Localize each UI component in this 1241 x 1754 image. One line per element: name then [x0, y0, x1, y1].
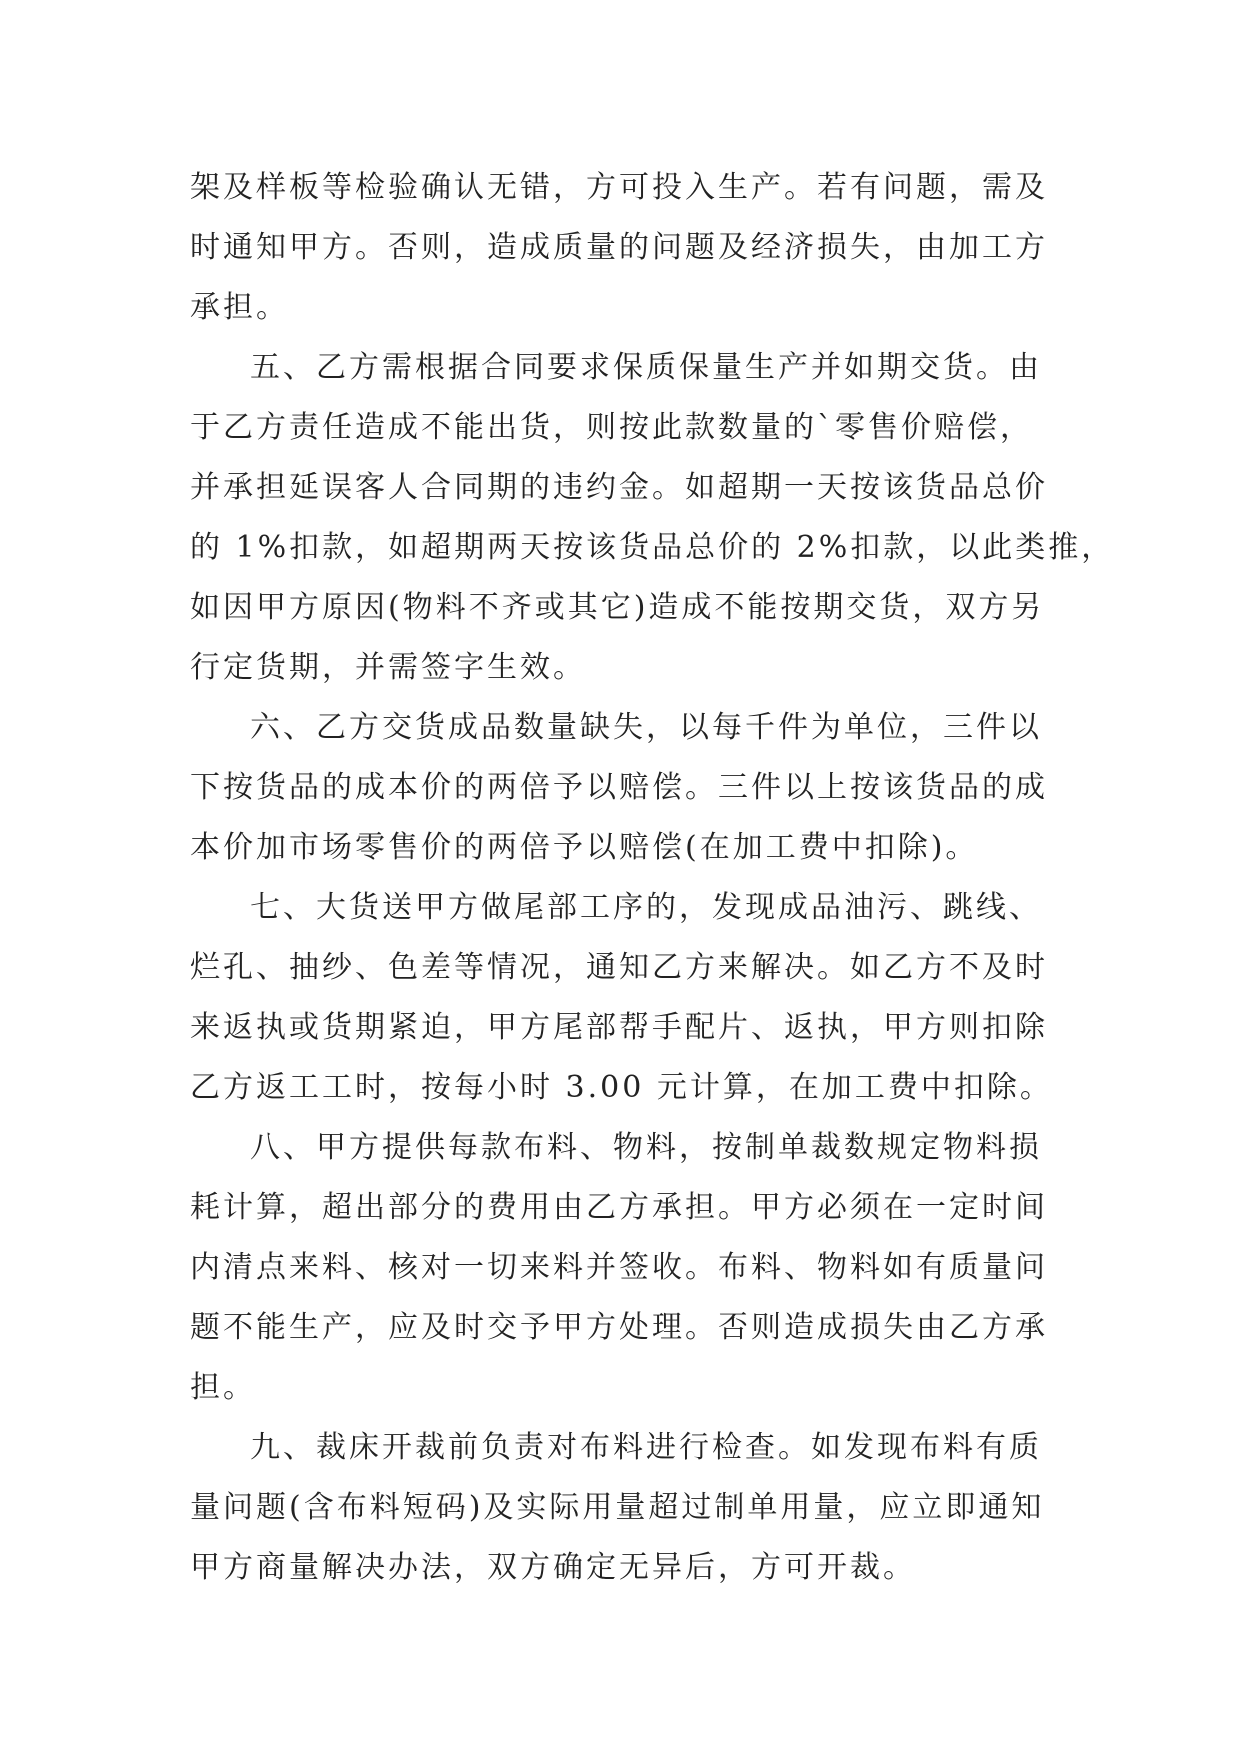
- paragraph-clause-6: [190, 698, 1070, 878]
- text-line: 乙方返工工时，按每小时 3.00 元计算，在加工费中扣除。: [190, 1070, 1053, 1105]
- text-line: 耗计算，超出部分的费用由乙方承担。甲方必须在一定时间: [190, 1190, 1048, 1225]
- text-line: 九、裁床开裁前负责对布料进行检查。如发现布料有质: [250, 1430, 1042, 1465]
- text-line: 六、乙方交货成品数量缺失，以每千件为单位，三件以: [250, 710, 1042, 745]
- text-line: 架及样板等检验确认无错，方可投入生产。若有问题，需及: [190, 170, 1048, 205]
- paragraph-clause-5: [190, 338, 1115, 698]
- paragraph-clause-7: [190, 878, 1070, 1118]
- text-line: 时通知甲方。否则，造成质量的问题及经济损失，由加工方: [190, 230, 1048, 265]
- text-line: 的 1%扣款，如超期两天按该货品总价的 2%扣款，以此类推，: [190, 530, 1115, 565]
- text-line: 题不能生产，应及时交予甲方处理。否则造成损失由乙方承: [190, 1310, 1048, 1345]
- text-line: 来返执或货期紧迫，甲方尾部帮手配片、返执，甲方则扣除: [190, 1010, 1048, 1045]
- text-line: 烂孔、抽纱、色差等情况，通知乙方来解决。如乙方不及时: [190, 950, 1048, 985]
- text-line: 下按货品的成本价的两倍予以赔偿。三件以上按该货品的成: [190, 770, 1048, 805]
- text-line: 担。: [190, 1370, 256, 1405]
- text-line: 甲方商量解决办法，双方确定无异后，方可开裁。: [190, 1550, 916, 1585]
- text-line: 行定货期，并需签字生效。: [190, 650, 586, 685]
- text-line: 并承担延误客人合同期的违约金。如超期一天按该货品总价: [190, 470, 1048, 505]
- text-line: 八、甲方提供每款布料、物料，按制单裁数规定物料损: [250, 1130, 1042, 1165]
- text-line: 内清点来料、核对一切来料并签收。布料、物料如有质量问: [190, 1250, 1048, 1285]
- text-line: 量问题(含布料短码)及实际用量超过制单用量，应立即通知: [190, 1490, 1045, 1525]
- paragraph-continuation: [190, 158, 1070, 338]
- text-line: 七、大货送甲方做尾部工序的，发现成品油污、跳线、: [250, 890, 1042, 925]
- document-body: [190, 158, 1115, 1598]
- paragraph-clause-8: [190, 1118, 1070, 1418]
- text-line: 五、乙方需根据合同要求保质保量生产并如期交货。由: [250, 350, 1042, 385]
- text-line: 如因甲方原因(物料不齐或其它)造成不能按期交货，双方另: [190, 590, 1045, 625]
- paragraph-clause-9: [190, 1418, 1070, 1598]
- text-line: 于乙方责任造成不能出货，则按此款数量的`零售价赔偿，: [190, 410, 1033, 445]
- text-line: 本价加市场零售价的两倍予以赔偿(在加工费中扣除)。: [190, 830, 979, 865]
- text-line: 承担。: [190, 290, 289, 325]
